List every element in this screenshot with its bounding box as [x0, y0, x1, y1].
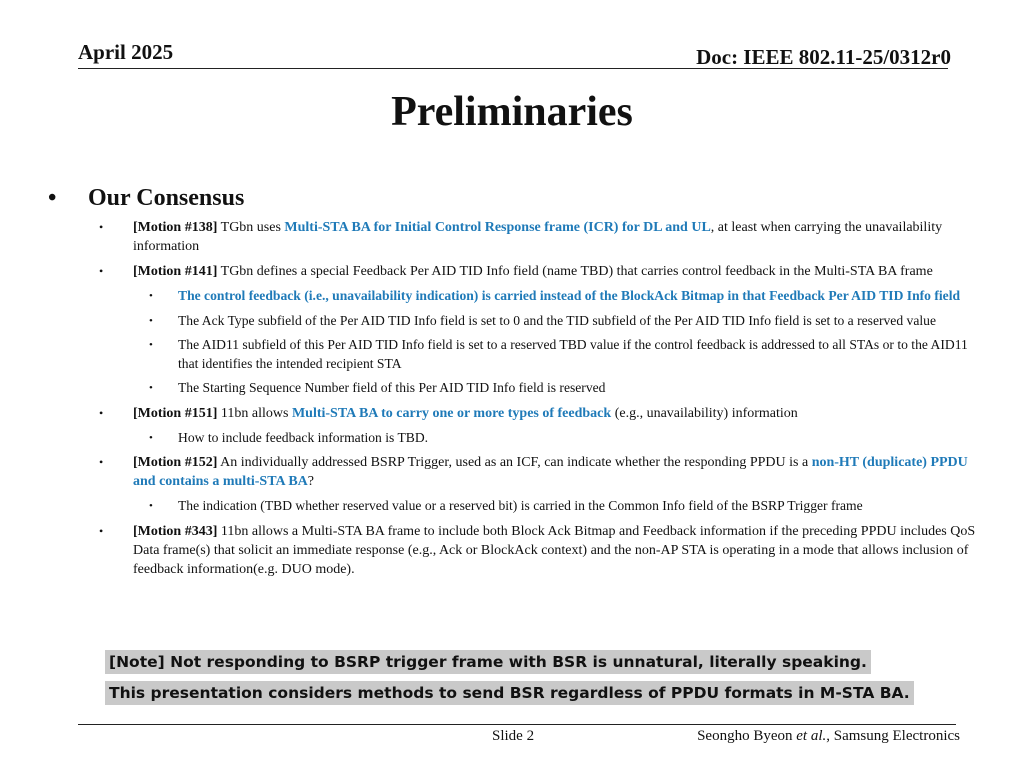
- motion-152-pre: An individually addressed BSRP Trigger, used as an ICF, can indicate whether the responding PPDU is a: [217, 455, 812, 470]
- bullet-dot-icon: •: [99, 220, 104, 234]
- motion-141-text: TGbn defines a special Feedback Per AID TID Info field (name TBD) that carries control feedback in the Multi-STA BA frame: [217, 264, 933, 279]
- motion-152-sub-text: The indication (TBD whether reserved value or a reserved bit) is carried in the Common Info field of the BSRP Trigger frame: [178, 498, 863, 513]
- bullet-dot-icon: •: [99, 523, 104, 538]
- slide-content: [48, 184, 983, 585]
- footer-divider: [78, 724, 956, 725]
- bullet-dot-icon: •: [149, 314, 153, 327]
- motion-141-sub-text: The control feedback (i.e., unavailability indication) is carried instead of the BlockAck Bitmap in that Feedback Per AID TID Info field: [178, 288, 961, 303]
- author-etal: et al.: [796, 728, 827, 744]
- motion-343-text: 11bn allows a Multi-STA BA frame to include both Block Ack Bitmap and Feedback information if the preceding PPDU includes QoS Data frame(s) that solicit an immediate response (e.g., Ack or BlockAck context) and the non-AP STA is operating in a mode that allows inclusion of feedback information(e.g. DUO mode).: [133, 523, 976, 577]
- motion-141-sub-item: [48, 312, 983, 331]
- motion-151-highlight: Multi-STA BA to carry one or more types of feedback: [291, 405, 612, 421]
- motion-141-sub-item: [48, 379, 983, 398]
- bullet-dot-icon: •: [149, 339, 153, 351]
- bullet-dot-icon: •: [99, 264, 104, 278]
- motion-141-sub-item: [48, 287, 983, 306]
- slide-title: Preliminaries: [391, 89, 633, 135]
- header-divider: [78, 68, 948, 69]
- motion-151-item: [48, 404, 983, 423]
- motion-152-post: ?: [307, 474, 314, 489]
- bullet-consensus: [48, 184, 983, 212]
- motion-151-post: (e.g., unavailability) information: [611, 405, 798, 421]
- motion-138-item: [48, 218, 983, 256]
- header-date: April 2025: [78, 40, 174, 64]
- motion-152-item: [48, 453, 983, 491]
- author-affiliation: , Samsung Electronics: [826, 728, 960, 744]
- motion-141-sub-item: [48, 336, 983, 373]
- motion-138-pre: TGbn uses: [217, 220, 285, 235]
- bullet-dot-icon: •: [48, 185, 57, 211]
- author-name: Seongho Byeon: [697, 728, 797, 744]
- header-doc-number: Doc: IEEE 802.11-25/0312r0: [696, 45, 951, 69]
- motion-141-label: [Motion #141]: [133, 264, 218, 279]
- motion-151-sub-item: [48, 429, 983, 448]
- note-line: This presentation considers methods to send BSR regardless of PPDU formats in M-STA BA.: [105, 681, 914, 705]
- motion-141-sub-text: The Ack Type subfield of the Per AID TID Info field is set to 0 and the TID subfield of the Per AID TID Info field is set to a reserved value: [178, 312, 936, 328]
- motion-343-label: [Motion #343]: [133, 523, 218, 539]
- bullet-dot-icon: •: [149, 431, 153, 444]
- motion-141-sub-text: The AID11 subfield of this Per AID TID Info field is set to a reserved TBD value if the control feedback is addressed to all STAs or to the AID11 that identifies the intended recipient STA: [178, 337, 968, 371]
- consensus-heading: Our Consensus: [88, 185, 245, 211]
- motion-138-highlight: Multi-STA BA for Initial Control Response frame (ICR) for DL and UL: [284, 220, 711, 235]
- note-line: [Note] Not responding to BSRP trigger frame with BSR is unnatural, literally speaking.: [105, 650, 871, 674]
- footer-author: [697, 728, 960, 745]
- motion-141-item: [48, 262, 983, 281]
- bullet-dot-icon: •: [99, 455, 104, 469]
- slide-number: Slide 2: [492, 728, 535, 744]
- motion-152-highlight: non-HT (duplicate) PPDU and contains a multi-STA BA: [133, 455, 968, 489]
- motion-152-sub-item: [48, 497, 983, 516]
- motion-138-post: , at least when carrying the unavailability information: [133, 220, 943, 254]
- motion-141-sub-text: The Starting Sequence Number field of this Per AID TID Info field is reserved: [178, 380, 606, 395]
- bullet-dot-icon: •: [99, 405, 104, 420]
- motion-152-label: [Motion #152]: [133, 455, 218, 470]
- motion-151-label: [Motion #151]: [133, 405, 218, 421]
- bullet-dot-icon: •: [149, 500, 153, 512]
- motion-138-label: [Motion #138]: [133, 220, 218, 235]
- motion-343-item: [48, 522, 983, 579]
- bullet-dot-icon: •: [149, 290, 153, 302]
- bullet-dot-icon: •: [149, 382, 153, 394]
- motion-151-sub-text: How to include feedback information is TBD.: [178, 429, 429, 445]
- motion-151-pre: 11bn allows: [217, 405, 292, 421]
